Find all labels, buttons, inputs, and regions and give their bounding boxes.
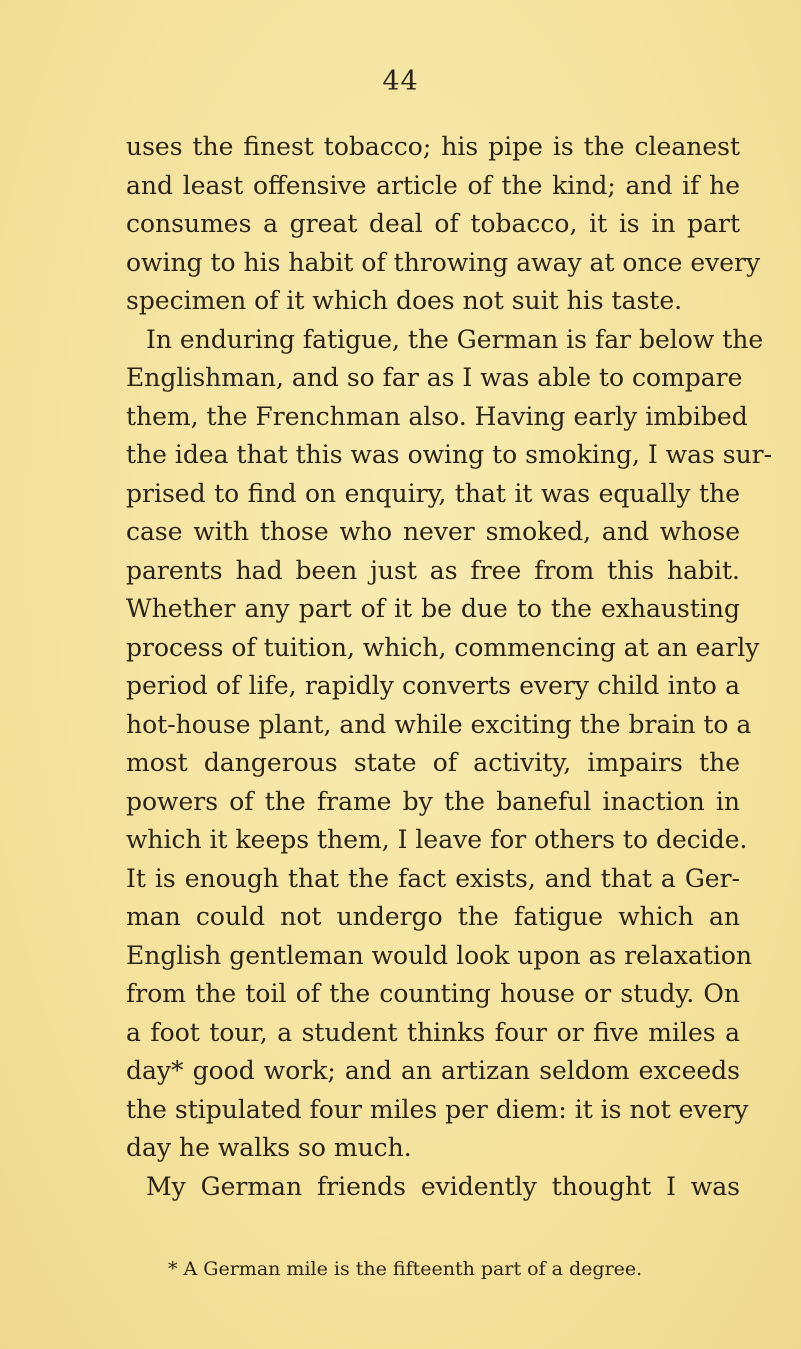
text-line: process of tuition, which, commencing at an early: [126, 632, 760, 662]
text-line: My German friends evidently thought I was: [146, 1171, 740, 1201]
text-line: English gentleman would look upon as relaxation: [126, 940, 753, 970]
text-line: owing to his habit of throwing away at once every: [126, 247, 761, 277]
text-line: hot-house plant, and while exciting the brain to a: [126, 709, 752, 739]
text-line: Englishman, and so far as I was able to compare: [126, 363, 743, 392]
page-number: 44: [382, 66, 419, 97]
text-line: the idea that this was owing to smoking, I was sur-: [126, 440, 773, 469]
text-line: prised to find on enquiry, that it was equally the: [126, 478, 740, 508]
text-line: a foot tour, a student thinks four or five miles a: [126, 1017, 740, 1047]
text-line: which it keeps them, I leave for others to decide.: [126, 825, 748, 854]
text-line: day he walks so much.: [126, 1133, 412, 1162]
text-line: from the toil of the counting house or study. On: [126, 979, 740, 1008]
text-line: parents had been just as free from this habit.: [126, 555, 740, 585]
text-line: man could not undergo the fatigue which an: [126, 902, 740, 931]
body-text: [126, 128, 773, 1206]
text-line: In enduring fatigue, the German is far below the: [146, 324, 764, 354]
text-line: It is enough that the fact exists, and that a Ger-: [126, 863, 740, 893]
text-line: consumes a great deal of tobacco, it is in part: [126, 209, 740, 238]
text-line: powers of the frame by the baneful inaction in: [126, 786, 740, 816]
text-line: period of life, rapidly converts every child into a: [126, 671, 740, 700]
text-line: Whether any part of it be due to the exhausting: [126, 594, 740, 623]
text-line: day* good work; and an artizan seldom exceeds: [126, 1056, 740, 1085]
footnote: * A German mile is the fifteenth part of a degree.: [168, 1258, 643, 1280]
text-line: specimen of it which does not suit his taste.: [126, 286, 683, 315]
text-line: uses the finest tobacco; his pipe is the cleanest: [126, 132, 740, 161]
text-line: most dangerous state of activity, impairs the: [126, 748, 740, 777]
text-line: case with those who never smoked, and whose: [126, 517, 740, 546]
text-line: the stipulated four miles per diem: it is not every: [126, 1094, 749, 1124]
text-line: them, the Frenchman also. Having early imbibed: [126, 401, 748, 431]
text-line: and least offensive article of the kind; and if he: [126, 170, 740, 200]
